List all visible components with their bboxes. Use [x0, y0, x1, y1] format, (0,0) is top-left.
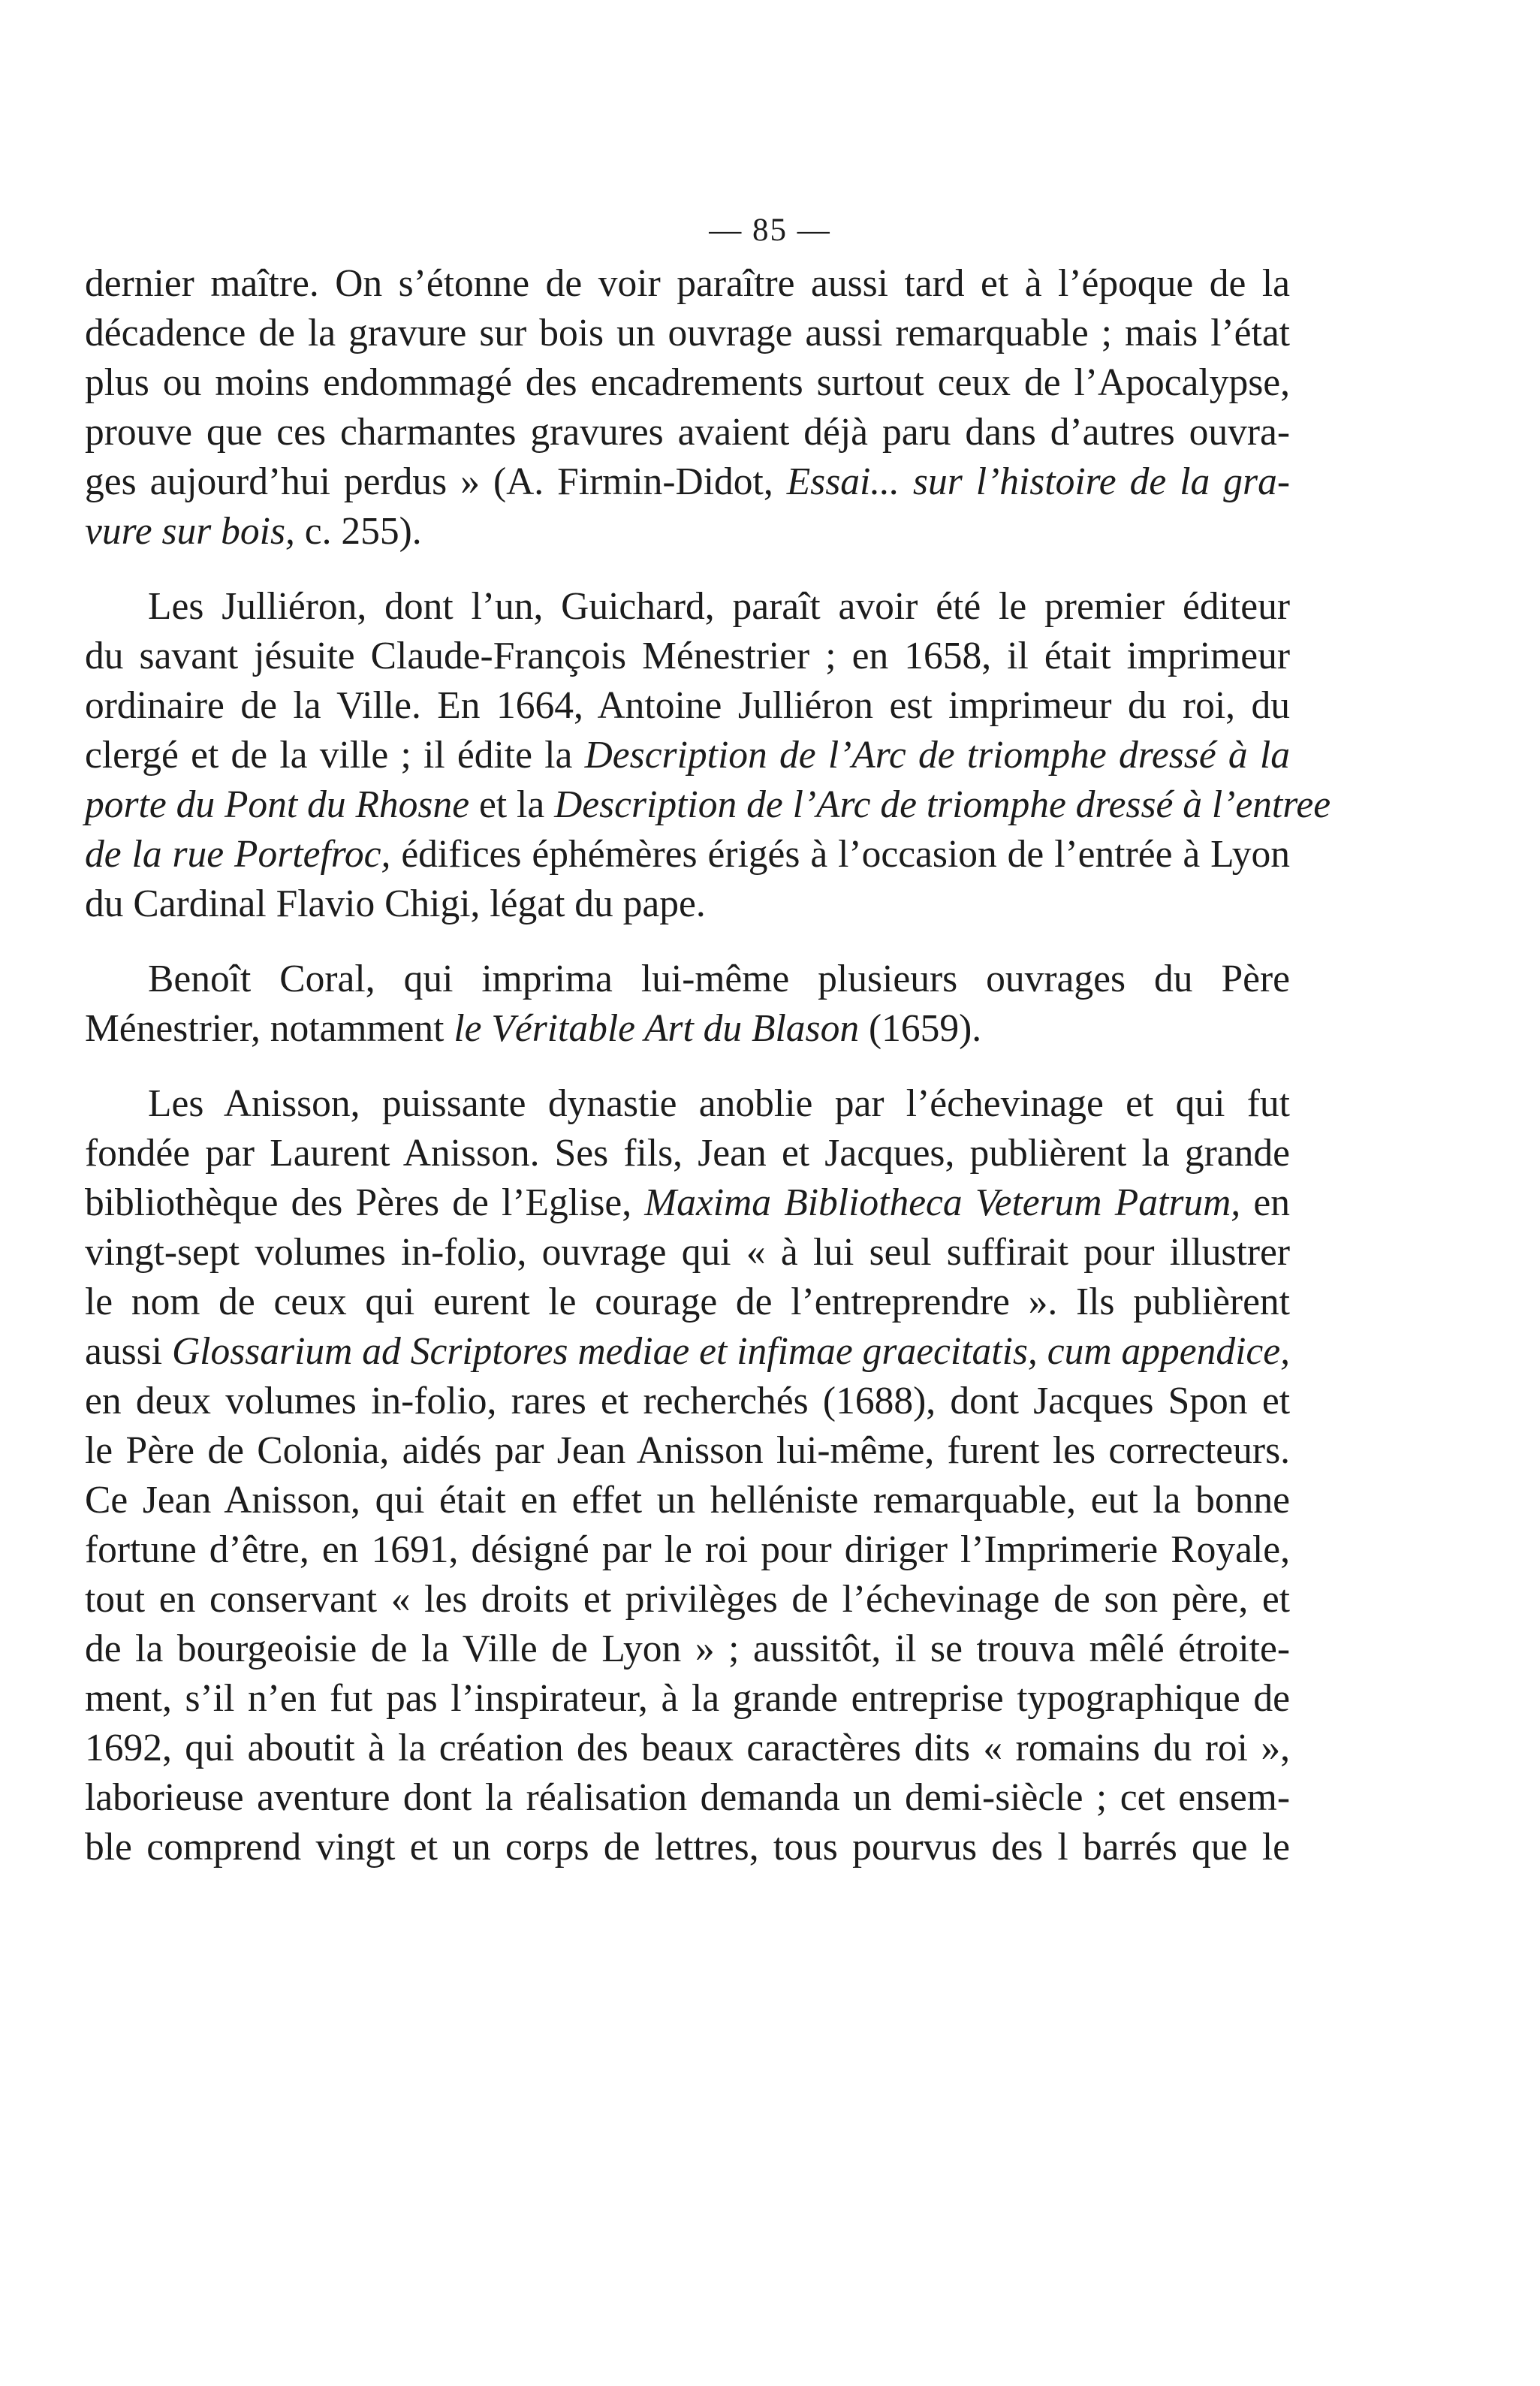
text-run: ble comprend vingt et un corps de lettres, tous pourvus des l barrés que le	[85, 1826, 1290, 1869]
text-line	[85, 1426, 1290, 1476]
text-line	[85, 1004, 1290, 1054]
text-line	[85, 358, 1290, 408]
text-run: (1659).	[859, 1007, 982, 1050]
italic-text: de la rue Portefroc,	[85, 833, 391, 876]
text-run: fortune d’être, en 1691, désigné par le roi pour diriger l’Imprimerie Royale,	[85, 1528, 1290, 1571]
paragraph	[85, 1079, 1290, 1872]
italic-text: le Véritable Art du Blason	[454, 1007, 860, 1050]
text-line	[85, 1773, 1290, 1823]
paragraph-gap	[85, 929, 1290, 955]
text-line	[85, 1674, 1290, 1724]
text-run: Benoît Coral, qui imprima lui-même plusieurs ouvrages du Père	[148, 958, 1290, 1000]
text-run: prouve que ces charmantes gravures avaient déjà paru dans d’autres ouvra-	[85, 411, 1290, 454]
italic-text: Glossarium ad Scriptores mediae et infimae graecitatis, cum appendice,	[171, 1330, 1291, 1373]
text-run: le Père de Colonia, aidés par Jean Anisson lui-même, furent les correcteurs.	[85, 1429, 1290, 1472]
text-run: c. 255).	[294, 510, 422, 553]
page-number: — 85 —	[709, 213, 831, 248]
body-text	[85, 259, 1331, 1872]
text-line	[85, 1228, 1290, 1277]
text-line	[85, 1277, 1290, 1327]
text-run: Les Julliéron, dont l’un, Guichard, paraît avoir été le premier éditeur	[148, 585, 1290, 628]
text-run: clergé et de la ville ; il édite la	[85, 734, 585, 777]
italic-text: porte du Pont du Rhosne	[85, 783, 470, 826]
text-run: Ce Jean Anisson, qui était en effet un helléniste remarquable, eut la bonne	[85, 1479, 1290, 1522]
text-run: plus ou moins endommagé des encadrements surtout ceux de l’Apocalypse,	[85, 361, 1290, 404]
paragraph	[85, 259, 1290, 557]
text-line	[85, 1129, 1290, 1178]
text-line	[85, 1178, 1290, 1228]
text-run: ordinaire de la Ville. En 1664, Antoine Julliéron est imprimeur du roi, du	[85, 684, 1290, 727]
text-run: tout en conservant « les droits et privilèges de l’échevinage de son père, et	[85, 1578, 1290, 1621]
text-run: vingt-sept volumes in-folio, ouvrage qui « à lui seul suffirait pour illustrer	[85, 1231, 1290, 1274]
text-line	[85, 1575, 1290, 1624]
text-line	[85, 830, 1290, 879]
text-line	[85, 309, 1290, 358]
text-run: fondée par Laurent Anisson. Ses fils, Jean et Jacques, publièrent la grande	[85, 1132, 1290, 1175]
text-run: dernier maître. On s’étonne de voir paraître aussi tard et à l’époque de la	[85, 262, 1290, 305]
text-run: en deux volumes in-folio, rares et recherchés (1688), dont Jacques Spon et	[85, 1380, 1290, 1422]
text-line	[85, 1724, 1290, 1773]
text-line	[85, 1823, 1290, 1872]
text-line	[85, 681, 1290, 731]
text-line	[85, 1476, 1290, 1525]
text-run: 1692, qui aboutit à la création des beaux caractères dits « romains du roi »,	[85, 1727, 1290, 1769]
italic-text: Essai... sur l’histoire de la gra-	[786, 460, 1290, 503]
text-line	[85, 1327, 1290, 1377]
text-line	[85, 259, 1290, 309]
text-line	[85, 879, 1290, 929]
italic-text: Description de l’Arc de triomphe dressé à l’entree	[554, 783, 1331, 826]
text-run: du savant jésuite Claude-François Ménestrier ; en 1658, il était imprimeur	[85, 635, 1290, 677]
text-run: le nom de ceux qui eurent le courage de l’entreprendre ». Ils publièrent	[85, 1280, 1290, 1323]
text-line	[85, 780, 1331, 830]
italic-text: Maxima Bibliotheca Veterum Patrum,	[644, 1181, 1241, 1224]
text-line	[85, 1525, 1290, 1575]
text-run: ges aujourd’hui perdus » (A. Firmin-Didot,	[85, 460, 787, 503]
text-run: ment, s’il n’en fut pas l’inspirateur, à la grande entreprise typographique de	[85, 1677, 1290, 1720]
text-run: bibliothèque des Pères de l’Eglise,	[85, 1181, 645, 1224]
text-line	[85, 1624, 1290, 1674]
paragraph	[85, 582, 1331, 929]
text-run: du Cardinal Flavio Chigi, légat du pape.	[85, 882, 706, 925]
text-line	[85, 507, 1290, 557]
text-run: Les Anisson, puissante dynastie anoblie par l’échevinage et qui fut	[148, 1082, 1290, 1125]
text-run: laborieuse aventure dont la réalisation demanda un demi-siècle ; cet ensem-	[85, 1776, 1290, 1819]
text-line	[85, 1377, 1290, 1426]
italic-text: Description de l’Arc de triomphe dressé à la	[584, 734, 1290, 777]
text-line	[85, 408, 1290, 457]
text-run: et la	[469, 783, 555, 826]
text-line	[85, 955, 1290, 1004]
text-run: Ménestrier, notamment	[85, 1007, 454, 1050]
text-run: décadence de la gravure sur bois un ouvrage aussi remarquable ; mais l’état	[85, 312, 1290, 354]
text-run: de la bourgeoisie de la Ville de Lyon » ; aussitôt, il se trouva mêlé étroite-	[85, 1627, 1290, 1670]
text-run: aussi	[85, 1330, 172, 1373]
paragraph-gap	[85, 557, 1290, 582]
text-run: édifices éphémères érigés à l’occasion de l’entrée à Lyon	[390, 833, 1290, 876]
text-line	[85, 457, 1290, 507]
text-line	[85, 582, 1290, 632]
text-line	[85, 632, 1290, 681]
text-run: en	[1240, 1181, 1290, 1224]
italic-text: vure sur bois,	[85, 510, 295, 553]
paragraph	[85, 955, 1290, 1054]
paragraph-gap	[85, 1054, 1290, 1079]
text-line	[85, 731, 1290, 780]
text-line	[85, 1079, 1290, 1129]
